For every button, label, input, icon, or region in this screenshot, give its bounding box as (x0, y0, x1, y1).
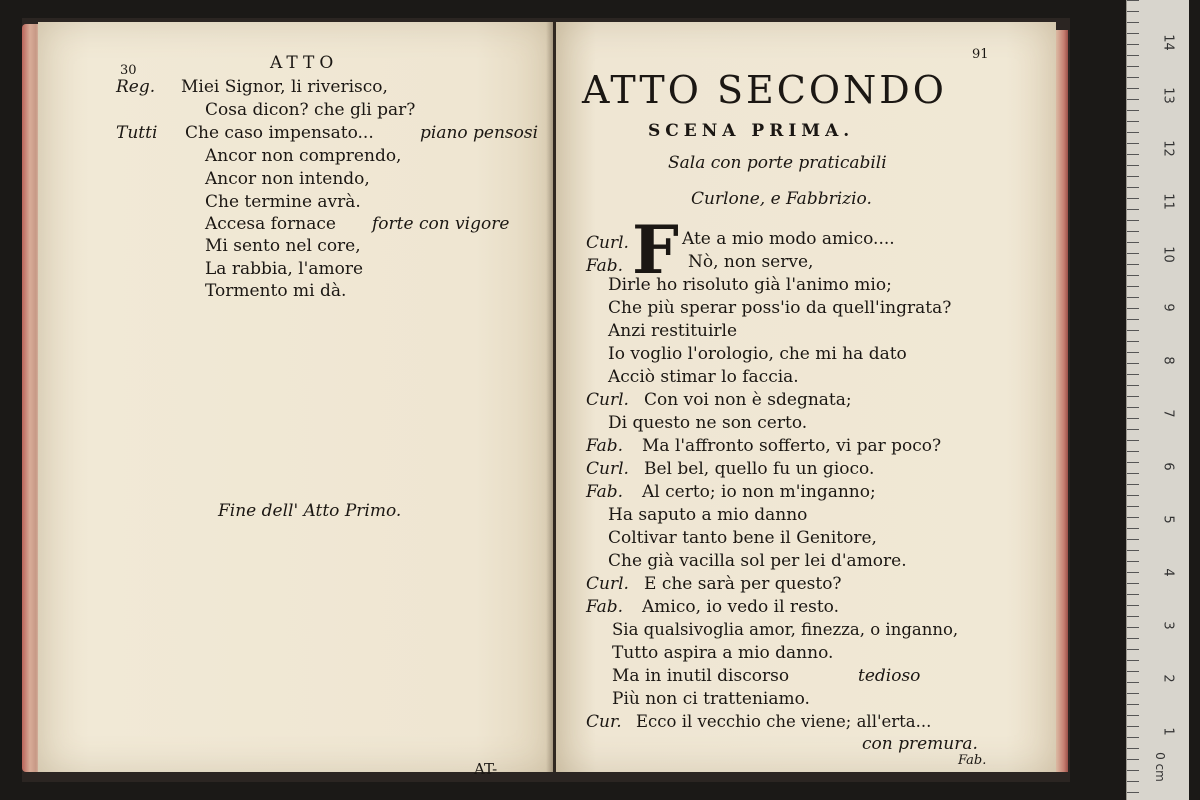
left-running-head: ATTO (270, 53, 339, 73)
verse-line: Miei Signor, li riverisco, (181, 77, 388, 97)
ruler-mark: 9 (1160, 303, 1176, 312)
left-page-number: 30 (120, 63, 137, 78)
speaker: Curl. (586, 459, 629, 479)
ruler-unit-label: 0 cm (1152, 752, 1167, 782)
verse-line: Con voi non è sdegnata; (644, 390, 852, 410)
end-of-act-note: Fine dell' Atto Primo. (218, 501, 402, 521)
speaker: Reg. (116, 77, 156, 97)
verse-line: Io voglio l'orologio, che mi ha dato (608, 344, 907, 364)
speaker: Fab. (586, 256, 624, 276)
verse-line: Anzi restituirle (608, 321, 738, 341)
verse-line: Ma in inutil discorso (612, 666, 790, 686)
verse-line: E che sarà per questo? (644, 574, 842, 594)
verse-line: Di questo ne son certo. (608, 413, 808, 433)
verse-line: Che già vacilla sol per lei d'amore. (608, 551, 907, 571)
act-title: ATTO SECONDO (582, 68, 947, 112)
verse-line: Che caso impensato... (185, 123, 374, 143)
speaker: Tutti (116, 123, 158, 143)
speaker: Curl. (586, 390, 629, 410)
verse-line: Sia qualsivoglia amor, finezza, o inganno, (612, 620, 959, 639)
verse-line: Coltivar tanto bene il Genitore, (608, 528, 877, 548)
speaker: Cur. (586, 712, 622, 732)
ruler-mark: 13 (1160, 87, 1176, 104)
right-page-number: 91 (972, 47, 989, 62)
verse-line: Tormento mi dà. (205, 281, 347, 301)
verse-line: Amico, io vedo il resto. (642, 597, 840, 617)
ruler-mark: 8 (1160, 356, 1176, 365)
speaker: Curl. (586, 233, 629, 253)
verse-line: La rabbia, l'amore (205, 259, 364, 279)
speaker: Curl. (586, 574, 629, 594)
verse-line: Ancor non intendo, (205, 169, 370, 189)
ruler-mark: 10 (1160, 246, 1176, 263)
speaker: Fab. (586, 436, 624, 456)
drop-cap: F (632, 211, 679, 289)
verse-line: Ma l'affronto sofferto, vi par poco? (642, 436, 942, 456)
ruler-mark: 5 (1160, 515, 1176, 524)
ruler-mark: 3 (1160, 621, 1176, 630)
verse-line: Al certo; io non m'inganno; (642, 482, 876, 502)
stage-direction: con premura. (862, 734, 978, 754)
verse-line: Ancor non comprendo, (205, 146, 402, 166)
verse-line: Tutto aspira a mio danno. (612, 643, 834, 663)
measurement-ruler (1126, 0, 1189, 800)
speaker: Fab. (586, 597, 624, 617)
right-page (556, 22, 1056, 772)
scene-characters: Curlone, e Fabbrizio. (691, 189, 872, 209)
ruler-mark: 6 (1160, 462, 1176, 471)
stage-direction: piano pensosi (420, 123, 539, 143)
ruler-mark: 2 (1160, 674, 1176, 683)
verse-line: Ecco il vecchio che viene; all'erta... (636, 712, 932, 731)
stage-direction: tedioso (858, 666, 921, 686)
ruler-mark: 4 (1160, 568, 1176, 577)
left-catchword: AT- (474, 760, 498, 778)
ruler-mark: 11 (1160, 193, 1176, 210)
verse-line: Dirle ho risoluto già l'animo mio; (608, 275, 892, 295)
verse-line: Cosa dicon? che gli par? (205, 100, 416, 120)
left-page (38, 22, 553, 778)
ruler-mark: 7 (1160, 409, 1176, 418)
right-catchword: Fab. (958, 753, 987, 768)
verse-line: Bel bel, quello fu un gioco. (644, 459, 875, 479)
verse-line: Accesa fornace (205, 214, 336, 234)
verse-line: Ha saputo a mio danno (608, 505, 808, 525)
verse-line: Acciò stimar lo faccia. (608, 367, 799, 387)
verse-line: Mi sento nel core, (205, 236, 361, 256)
stage-direction: forte con vigore (372, 214, 510, 234)
verse-line: Più non ci tratteniamo. (612, 689, 810, 709)
ruler-mark: 14 (1160, 34, 1176, 51)
ruler-mark: 12 (1160, 140, 1176, 157)
verse-line: Che più sperar poss'io da quell'ingrata? (608, 298, 952, 318)
verse-line: Ate a mio modo amico.... (682, 229, 895, 249)
scene-title: SCENA PRIMA. (648, 121, 855, 141)
speaker: Fab. (586, 482, 624, 502)
scene-setting: Sala con porte praticabili (668, 153, 887, 173)
verse-line: Nò, non serve, (688, 252, 814, 272)
ruler-mark: 1 (1160, 727, 1176, 736)
verse-line: Che termine avrà. (205, 192, 361, 212)
